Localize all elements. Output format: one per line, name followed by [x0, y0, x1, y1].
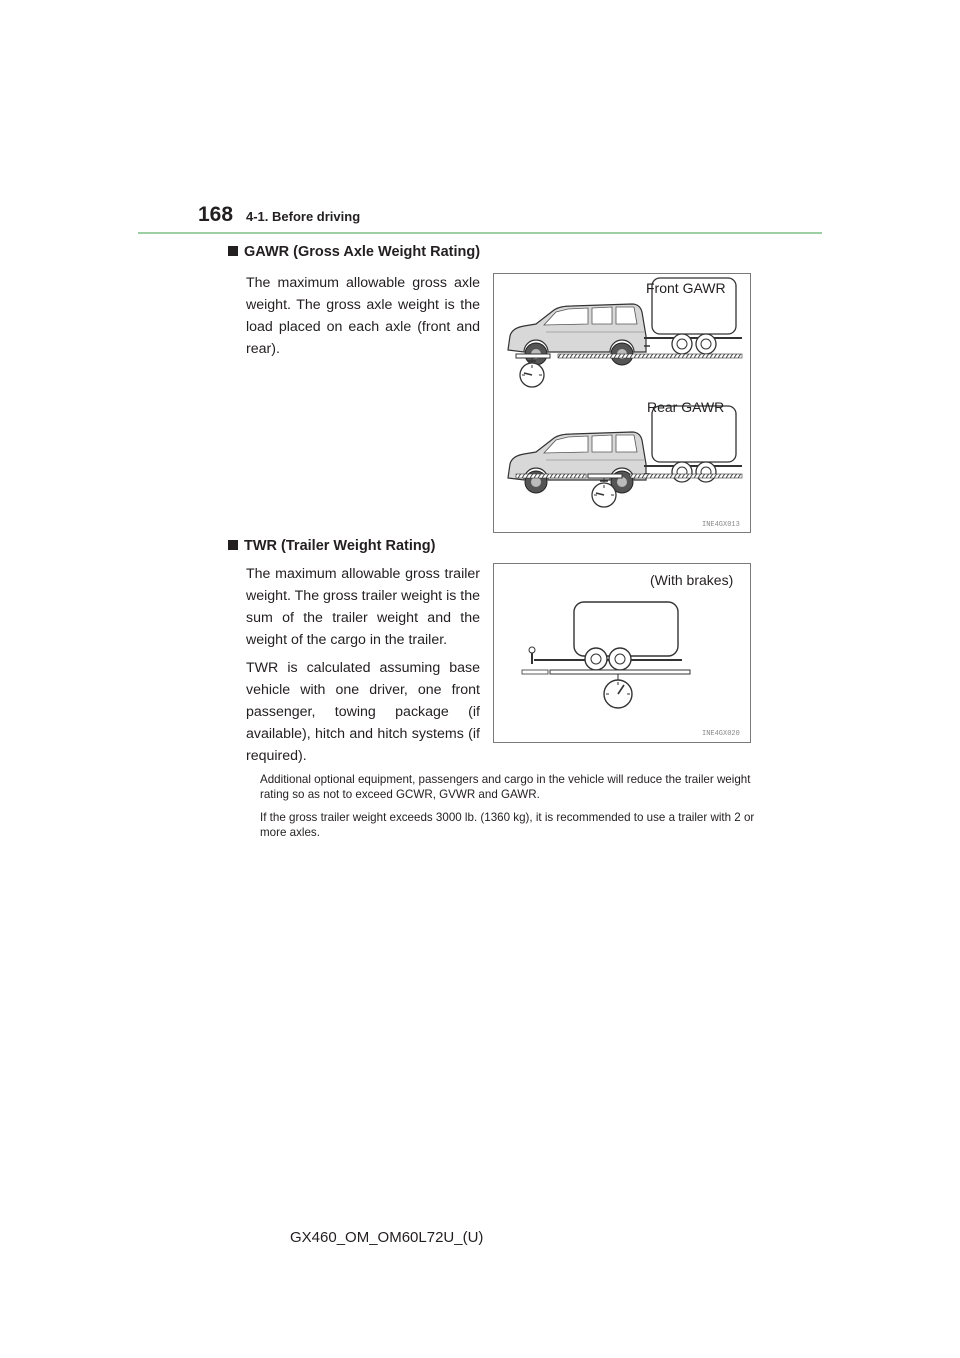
- gauge-icon: [520, 361, 544, 387]
- model-code: GX460_OM_OM60L72U_(U): [290, 1229, 484, 1246]
- page-number: 168: [198, 203, 234, 226]
- with-brakes-label: (With brakes): [650, 572, 734, 588]
- note-optional-equipment: Additional optional equipment, passengers and cargo in the vehicle will reduce the trailer weight rating so as not to exceed GCWR, GVWR and GAWR.: [260, 773, 751, 801]
- gawr-heading: [228, 244, 480, 260]
- twr-paragraph-1: The maximum allowable gross trailer weight. The gross trailer weight is the sum of the trailer weight and the weight of the cargo in the trailer.: [246, 566, 480, 648]
- header-divider: [138, 232, 822, 234]
- twr-heading-text: TWR (Trailer Weight Rating): [244, 538, 436, 554]
- square-bullet-icon: [228, 540, 238, 550]
- trailer-bottom: [644, 406, 742, 482]
- twr-paragraph-2: TWR is calculated assuming base vehicle with one driver, one front passenger, towing package (if available), hitch and hitch systems (if required).: [246, 660, 480, 764]
- gawr-figure: [493, 273, 751, 533]
- gawr-heading-text: GAWR (Gross Axle Weight Rating): [244, 244, 481, 260]
- twr-figure: [493, 563, 751, 743]
- figure-code: INE4GX020: [702, 730, 740, 738]
- section-title: 4-1. Before driving: [246, 209, 361, 224]
- gawr-paragraph: The maximum allowable gross axle weight. The gross axle weight is the load placed on each axle (front and rear).: [246, 275, 480, 357]
- gauge-icon: [604, 680, 632, 708]
- figure-code: INE4GX013: [702, 521, 740, 529]
- twr-heading: [228, 538, 435, 554]
- square-bullet-icon: [228, 246, 238, 256]
- front-gawr-label: Front GAWR: [646, 280, 726, 296]
- rear-gawr-label: Rear GAWR: [647, 399, 725, 415]
- note-two-axles: If the gross trailer weight exceeds 3000 lb. (1360 kg), it is recommended to use a trailer with 2 or more axles.: [260, 811, 755, 839]
- twr-illustration: [494, 564, 750, 742]
- suv-bottom: [508, 432, 646, 493]
